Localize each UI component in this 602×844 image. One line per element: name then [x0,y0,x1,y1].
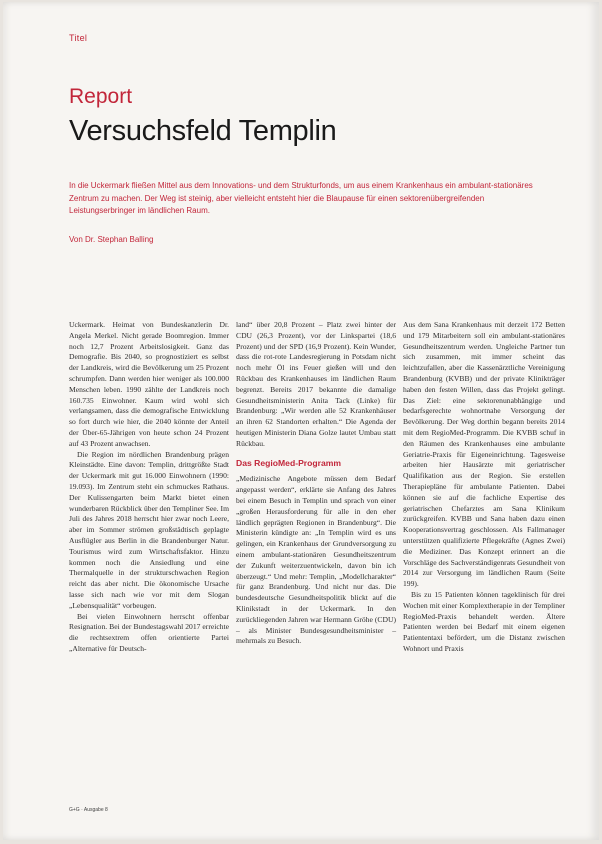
article-kicker: Report [69,85,133,108]
article-title: Versuchsfeld Templin [69,115,337,147]
paragraph: Bei vielen Einwohnern herrscht offenbar Resignation. Bei der Bundestagswahl 2017 erreichte die rechtsextrem offen orientierte Partei „Alternative für Deutsch- [69,611,229,653]
paragraph: Aus dem Sana Krankenhaus mit derzeit 172 Betten und 179 Mitarbeitern soll ein ambulant-stationäres Gesundheitszentrum werden. Ungleiche Partner tun sich zusammen, mit immer scheint das leichtzufallen, aber die Kassenärztliche Vereinigung Brandenburg (KVBB) und der private Klinikträger haben den festen Willen, dass das Projekt gelingt. Das Ziel: eine sektorenunabhängige und bedarfsgerechte wohnortnahe Versorgung der Bevölkerung. Der Weg dorthin begann bereits 2014 mit dem RegioMed-Programm. Die KVBB schuf in den Räumen des Krankenhauses eine ambulante Geriatrie-Praxis für Eigeneinrichtung. Tagesweise arbeiten hier Hausärzte mit geriatrischer Qualifikation aus der Region. Sie erstellen Therapiepläne für ambulante Patienten. Dabei können sie auf die fachliche Expertise des geriatrischen Chefarztes am Sana Klinikum zurückgreifen. KVBB und Sana haben dazu einen Kooperationsvertrag geschlossen. Als Fallmanager unterstützen qualifizierte Pflegekräfte (Agnes Zwei) die Mediziner. Das Konzept erinnert an die Vorschläge des Sachverständigenrats Gesundheit von 2014 zur Versorgung im ländlichen Raum (Seite 199). [403,320,565,589]
text-column-3 [403,320,565,655]
subheading: Das RegioMed-Programm [236,457,342,468]
section-label: Titel [69,33,88,43]
paragraph: „Medizinische Angebote müssen dem Bedarf angepasst werden“, erklärte sie Anfang des Jahres bei einem Besuch in Templin und sprach von einer „großen Herausforderung für alle in den eher ländlich geprägten Regionen in Brandenburg“. Die Ministerin kündigte an: „In Templin wird es uns gelingen, ein Krankenhaus der Grundversorgung zu einem ambulant-stationären Gesundheitszentrum der Zukunft weiterzuentwickeln, davon bin ich überzeugt.“ Und mehr: Templin, „Modellcharakter“ für ganz Brandenburg. Und nicht nur das. Die bundesdeutsche Gesundheitspolitik blickt auf die Klinikstadt in der Uckermark. In den zurückliegenden Jahren war Hermann Gröhe (CDU) – als Minister Bundesgesundheitsminister – mehrmals zu Besuch. [236,474,396,646]
article-author: Von Dr. Stephan Balling [69,235,154,244]
magazine-page [3,2,599,840]
page-footer: G+G · Ausgabe 8 [69,807,108,813]
article-lead: In die Uckermark fließen Mittel aus dem Innovations- und dem Strukturfonds, um aus einem Krankenhaus ein ambulant-stationäres Zentrum zu machen. Der Weg ist steinig, aber vielleicht entsteht hier die Blaupause für einen sektorenübergreifenden Leistungserbringer im ländlichen Raum. [69,181,533,215]
paragraph: Bis zu 15 Patienten können tageklinisch für drei Wochen mit einer Komplextherapie in der Templiner RegioMed-Praxis behandelt werden. Ältere Patienten werden bei Bedarf mit einem eigenen Patiententaxi befördert, um die Distanz zwischen Wohnort und Praxis [403,589,565,653]
text-column-1 [69,320,229,655]
paragraph: land“ über 20,8 Prozent – Platz zwei hinter der CDU (26,3 Prozent), vor der Linkspartei (18,6 Prozent) und der SPD (16,9 Prozent). Kein Wunder, dass die rot-rote Landesregierung in Potsdam nicht noch mehr Öl ins Feuer gießen will und den Rückbau des Krankenhauses im ländlichen Raum begrenzt. Bereits 2017 bekannte die damalige Gesundheitsministerin Anita Tack (Linke) für Brandenburg: „Wir werden alle 52 Krankenhäuser an ihren 62 Standorten erhalten.“ Die Agenda der heutigen Ministerin Diana Golze lautet Umbau statt Rückbau. [236,320,396,448]
paragraph: Die Region im nördlichen Brandenburg prägen Kleinstädte. Eine davon: Templin, drittgrößte Stadt der Uckermark mit gut 16.000 Einwohnern (1990: 19.093). Im Zentrum steht ein schmuckes Rathaus. Der Kulissengarten beim Markt bietet einen wunderbaren Rückblick über den Templiner See. Im Juli des Jahres 2018 herrscht hier zwar noch Leere, aber im Sommer strömen großstädtisch geplagte Ausflügler aus Berlin in die Brandenburger Natur. Tourismus wird zum Wirtschaftsfaktor. Hinzu kommen noch die Ansiedlung und eine Thermalquelle in der strukturschwachen Region reicht das aber nicht. Die ökonomische Ursache lasse sich nach wie vor mit dem Slogan „Lebensqualität“ vorbeugen. [69,449,229,610]
paragraph: Uckermark. Heimat von Bundeskanzlerin Dr. Angela Merkel. Nicht gerade Boomregion. Immer noch 12,7 Prozent Arbeitslosigkeit. Ganz das Demografie. Bis 2040, so prognostiziert es selbst der Landkreis, wird die Bevölkerung um 25 Prozent schrumpfen. Dann werden hier weniger als 100.000 Menschen leben. 1990 zählte der Landkreis noch 160.735 Einwohner. Kaum wird wohl sich verlangsamen, dass die demografische Entwicklung so fort durch wie hier, die 2040 könnte der Anteil der Über-65-Jährigen von heute schon 24 Prozent auf 43 Prozent anwachsen. [69,320,229,448]
text-column-2 [236,320,396,647]
